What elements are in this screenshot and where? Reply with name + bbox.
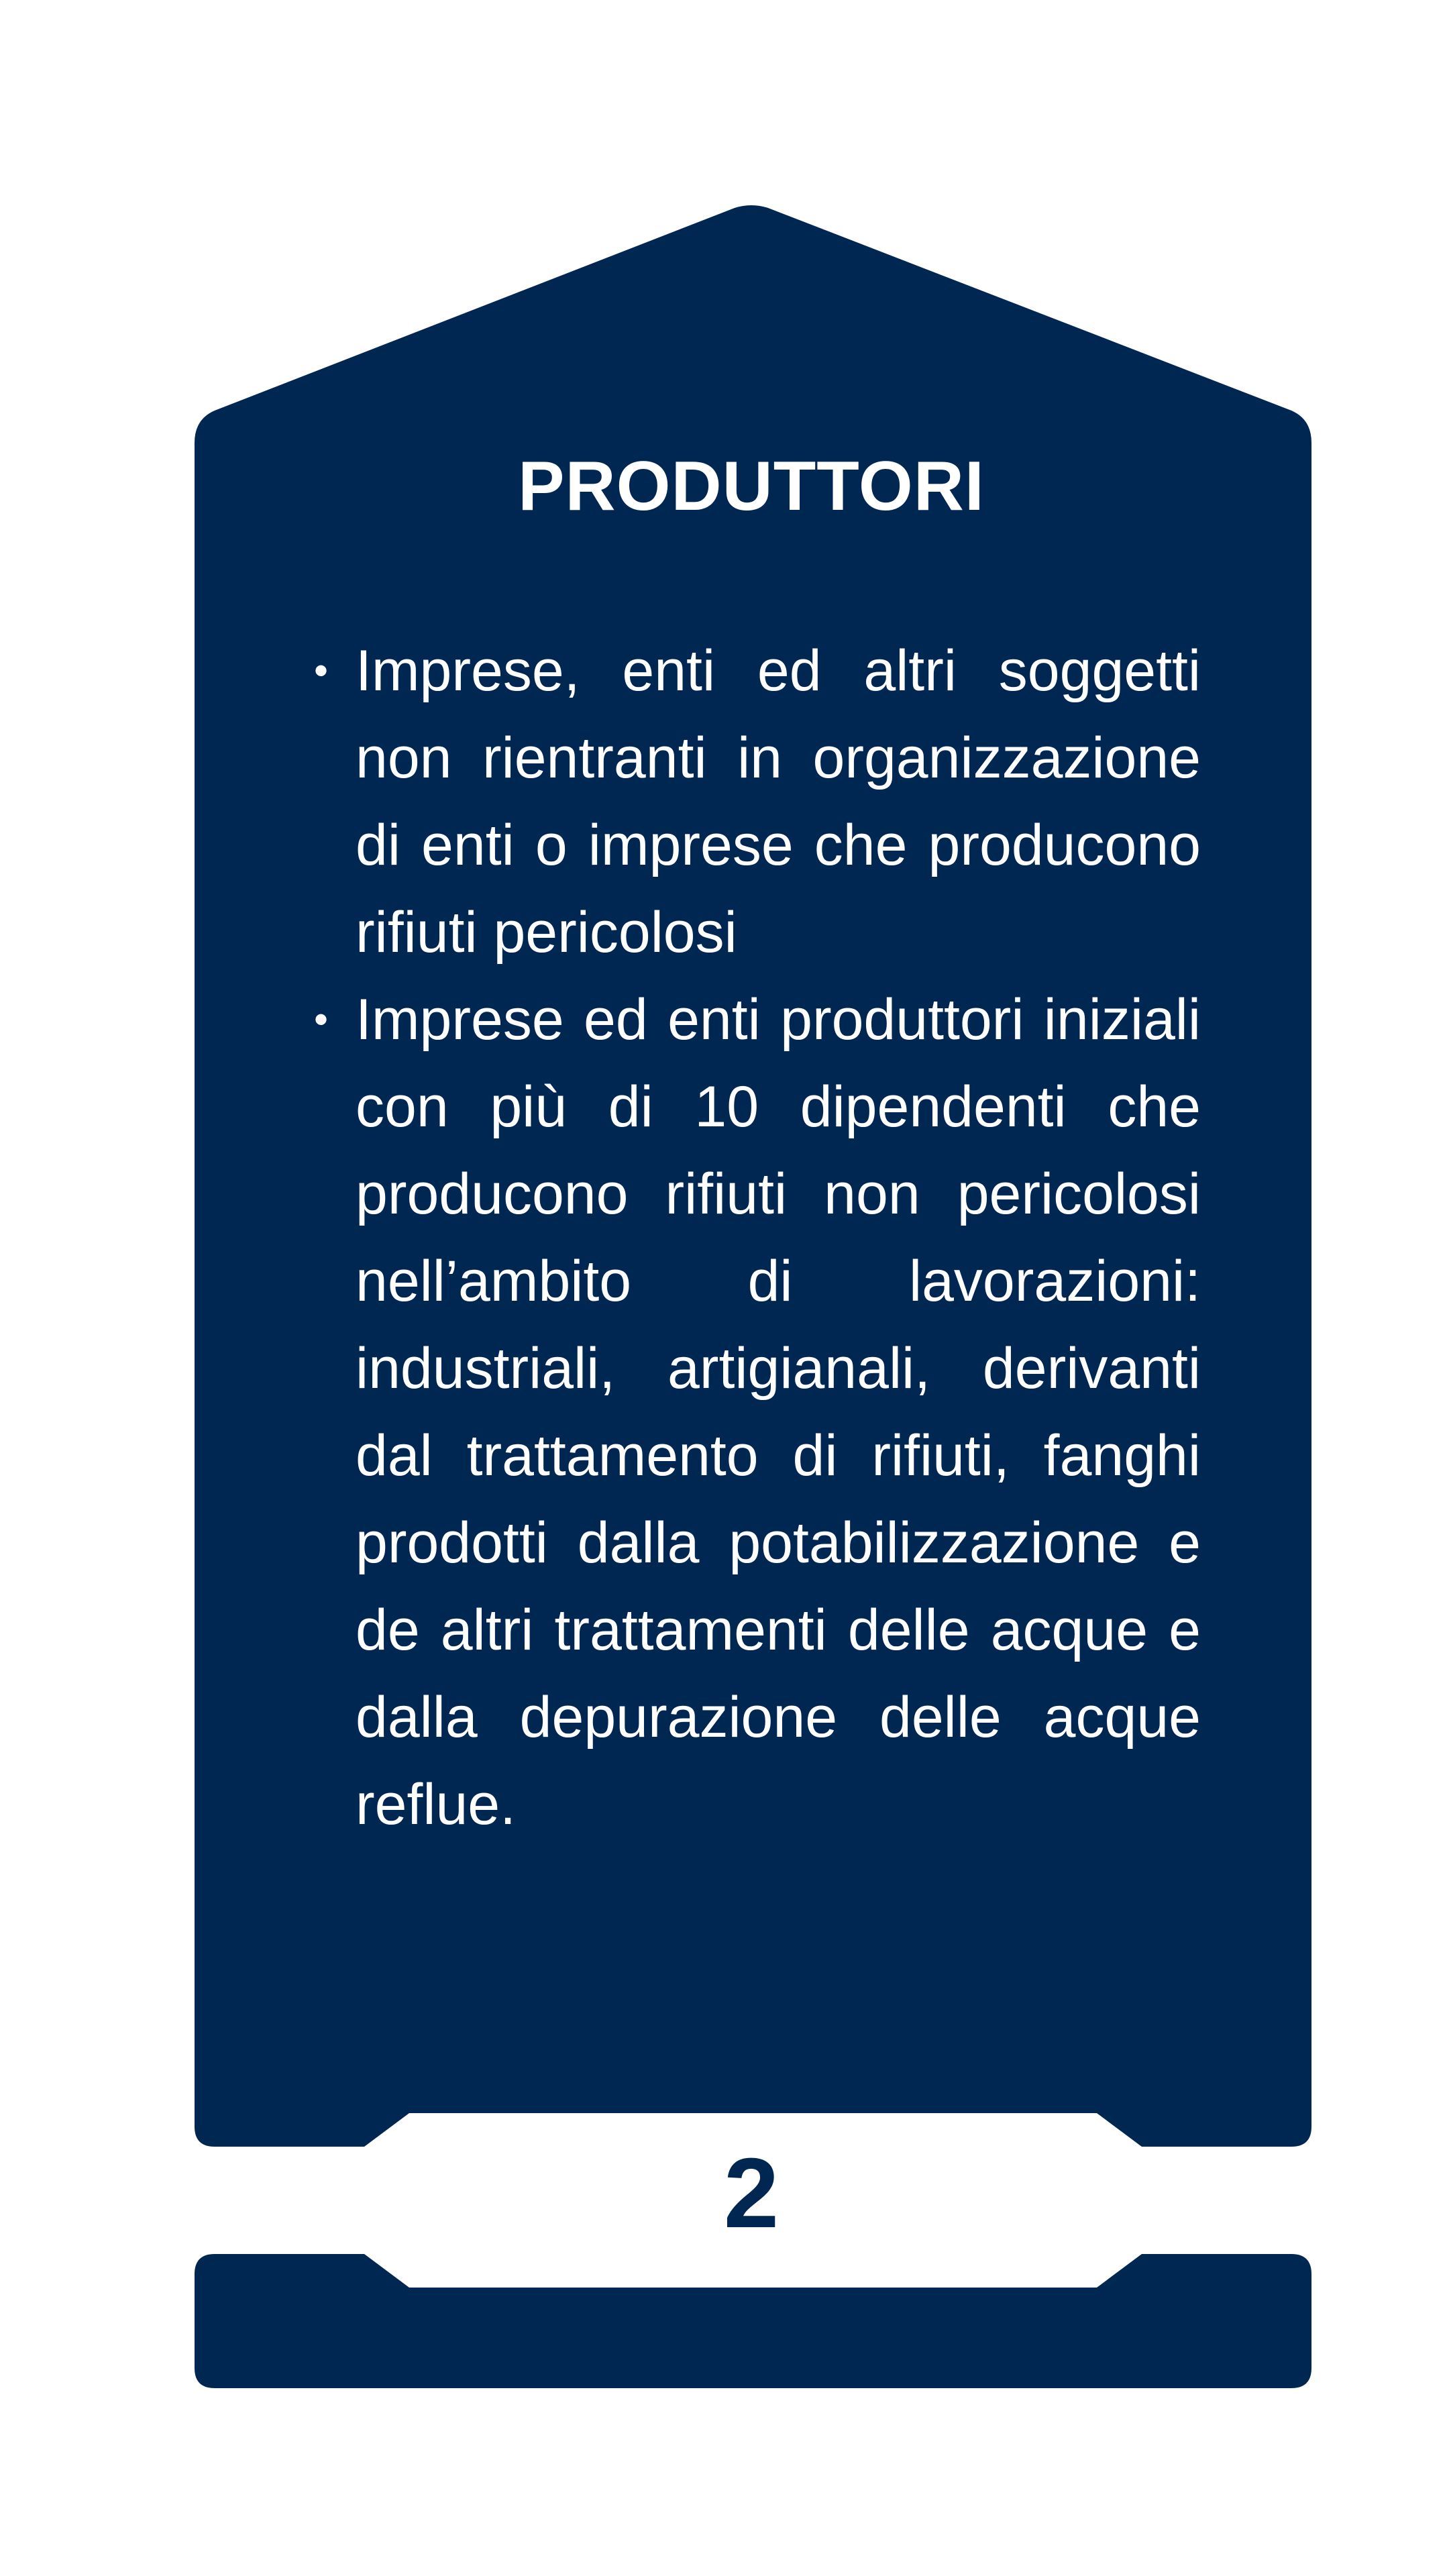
step-number: 2	[723, 2138, 780, 2249]
bullet-dot-icon: •	[314, 997, 329, 1042]
card-title: PRODUTTORI	[518, 447, 985, 525]
bullet-list	[314, 627, 1201, 1848]
card-base-bar	[195, 2254, 1311, 2388]
bullet-item	[314, 976, 1201, 1848]
bullet-dot-icon: •	[314, 648, 329, 693]
bullet-text: Imprese, enti ed altri soggetti non rientranti in organizzazione di enti o imprese che producono rifiuti pericolosi	[356, 639, 1201, 965]
bullet-item	[314, 627, 1201, 976]
bullet-text: Imprese ed enti produttori iniziali con più di 10 dipendenti che producono rifiuti non pericolosi nell’ambito di lavorazioni: industriali, artigianali, derivanti dal trattamento di rifiuti, fanghi prodotti dalla potabilizzazione e de altri trattamenti delle acque e dalla depurazione delle acque reflue.	[356, 987, 1201, 1837]
